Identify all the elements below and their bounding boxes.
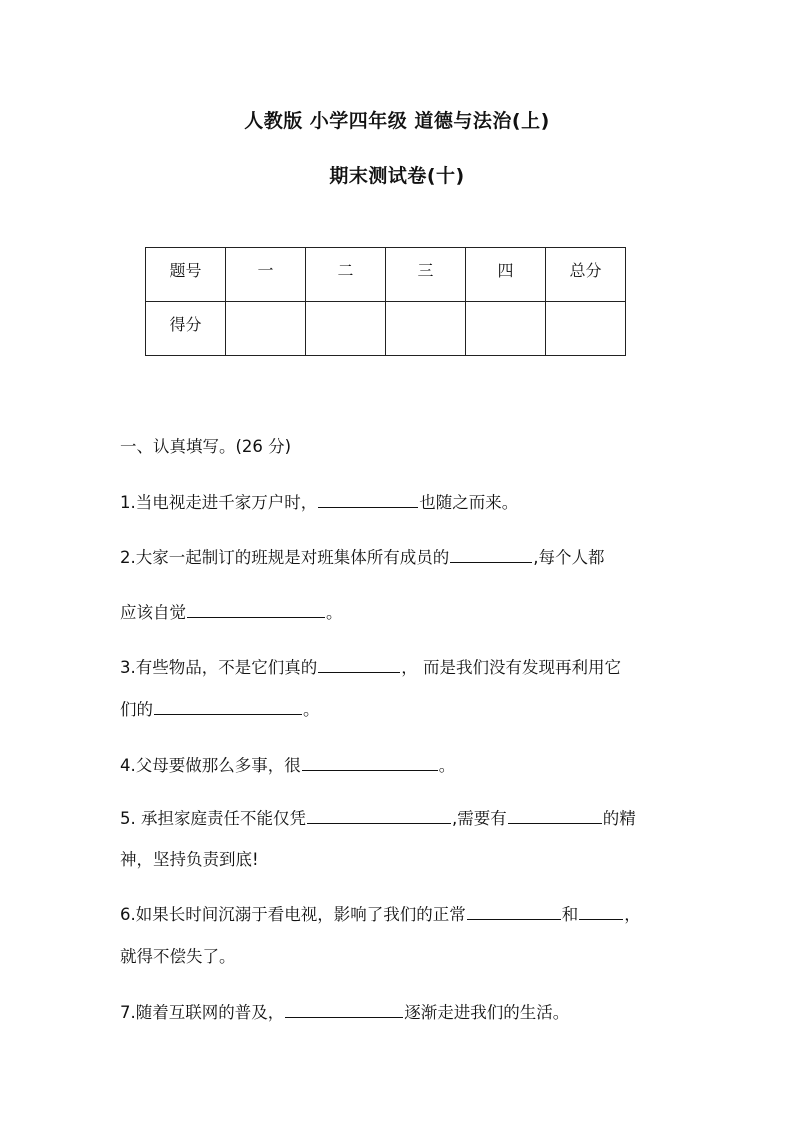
q6-text-b: 和 (561, 905, 579, 924)
question-4 (120, 754, 455, 777)
score-cell[interactable] (546, 302, 626, 356)
score-cell[interactable] (386, 302, 466, 356)
answer-blank[interactable] (302, 754, 438, 771)
header-cell-3: 三 (386, 248, 466, 302)
q6-text-c: ， (624, 905, 641, 924)
header-cell-2: 二 (306, 248, 386, 302)
q2-text-b: ,每个人都 (533, 548, 605, 567)
question-3-cont (120, 698, 320, 721)
q2-text-c: 应该自觉 (120, 603, 186, 622)
question-5-cont (120, 849, 259, 871)
answer-blank[interactable] (450, 546, 532, 563)
score-cell[interactable] (226, 302, 306, 356)
question-3 (120, 656, 621, 679)
q3-text-c: 们的 (120, 700, 153, 719)
answer-blank[interactable] (579, 903, 623, 920)
answer-blank[interactable] (318, 656, 400, 673)
q3-text-a: 3.有些物品，不是它们真的 (120, 658, 318, 677)
score-row-label: 得分 (146, 302, 226, 356)
score-table-header-row (146, 248, 626, 302)
answer-blank[interactable] (307, 807, 451, 824)
q2-text-d: 。 (326, 603, 343, 622)
q7-text-a: 7.随着互联网的普及， (120, 1003, 285, 1022)
q7-text-b: 逐渐走进我们的生活。 (404, 1003, 570, 1022)
answer-blank[interactable] (154, 698, 302, 715)
answer-blank[interactable] (187, 601, 325, 618)
score-cell[interactable] (306, 302, 386, 356)
question-6 (120, 903, 641, 926)
q4-text-b: 。 (438, 756, 456, 775)
q5-text-c: 的精 (602, 809, 636, 828)
q5-text-a: 5. 承担家庭责任不能仅凭 (120, 809, 306, 828)
question-2 (120, 546, 605, 569)
answer-blank[interactable] (285, 1001, 403, 1018)
q4-text-a: 4.父母要做那么多事，很 (120, 756, 301, 775)
q3-text-d: 。 (303, 700, 320, 719)
header-cell-4: 四 (466, 248, 546, 302)
q6-text-a: 6.如果长时间沉溺于看电视，影响了我们的正常 (120, 905, 466, 924)
exam-subtitle: 期末测试卷(十) (329, 165, 465, 187)
header-cell-question-no: 题号 (146, 248, 226, 302)
q1-text-b: 也随之而来。 (419, 493, 519, 512)
question-7 (120, 1001, 569, 1024)
q5-text-d: 神，坚持负责到底! (120, 850, 259, 869)
answer-blank[interactable] (318, 491, 418, 508)
header-cell-1: 一 (226, 248, 306, 302)
score-table-score-row (146, 302, 626, 356)
question-6-cont (120, 946, 236, 968)
section-heading: 一、认真填写。(26 分) (120, 437, 292, 456)
q3-text-b: ， 而是我们没有发现再利用它 (401, 658, 621, 677)
score-table (145, 247, 626, 356)
q2-text-a: 2.大家一起制订的班规是对班集体所有成员的 (120, 548, 450, 567)
question-2-cont (120, 601, 343, 624)
header-cell-total: 总分 (546, 248, 626, 302)
score-cell[interactable] (466, 302, 546, 356)
exam-title: 人教版 小学四年级 道德与法治(上) (244, 110, 550, 132)
q1-text-a: 1.当电视走进千家万户时， (120, 493, 318, 512)
question-1 (120, 491, 518, 514)
q6-text-d: 就得不偿失了。 (120, 947, 236, 966)
q5-text-b: ,需要有 (452, 809, 507, 828)
question-5 (120, 807, 636, 830)
answer-blank[interactable] (467, 903, 561, 920)
answer-blank[interactable] (508, 807, 602, 824)
